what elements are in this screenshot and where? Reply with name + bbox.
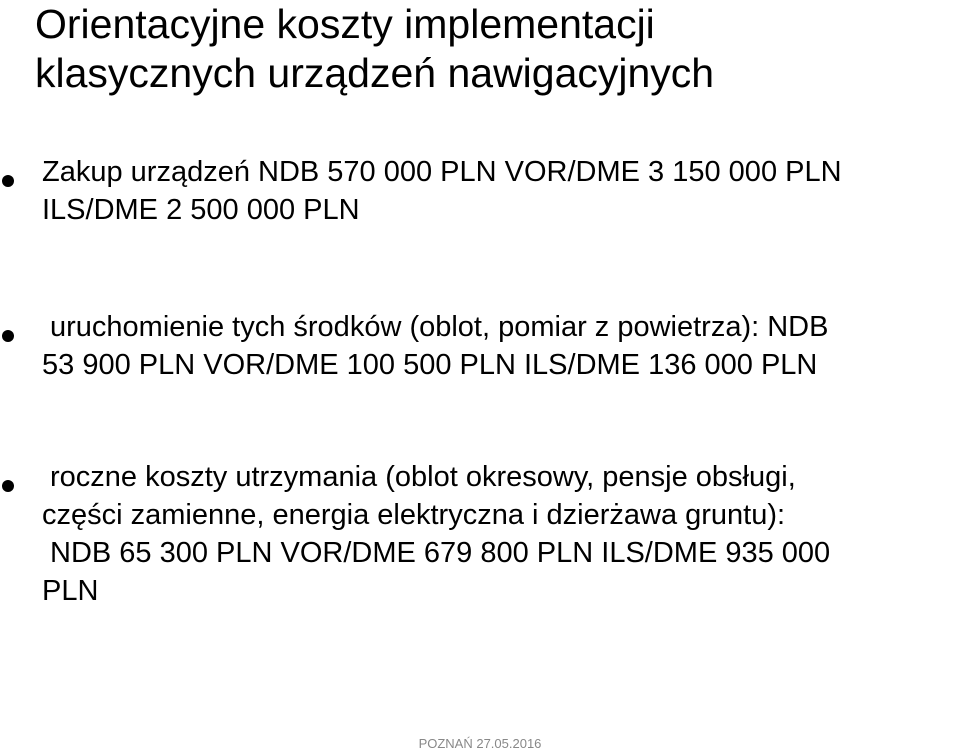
- title-line-1: Orientacyjne koszty implementacji: [35, 1, 655, 47]
- bullet-line: Zakup urządzeń NDB 570 000 PLN VOR/DME 3 150 000 PLN: [42, 156, 842, 188]
- bullet-line: roczne koszty utrzymania (oblot okresowy, pensje obsługi,: [50, 461, 796, 493]
- bullet-text: [42, 153, 947, 229]
- bullet-line: NDB 65 300 PLN VOR/DME 679 800 PLN ILS/DME 935 000: [50, 537, 831, 569]
- bullet-line: części zamienne, energia elektryczna i dzierżawa gruntu):: [42, 499, 786, 531]
- footer-date: POZNAŃ 27.05.2016: [418, 736, 542, 751]
- bullet-line: uruchomienie tych środków (oblot, pomiar z powietrza): NDB: [50, 311, 829, 343]
- slide-title: [35, 0, 935, 98]
- bullet-line: ILS/DME 2 500 000 PLN: [42, 194, 360, 226]
- bullet-text: [42, 308, 947, 384]
- bullet-line: PLN: [42, 575, 99, 607]
- bullet-dot-icon: [2, 175, 14, 187]
- bullet-dot-icon: [2, 480, 14, 492]
- bullet-dot-icon: [2, 330, 14, 342]
- bullet-text: [42, 458, 947, 610]
- title-line-2: klasycznych urządzeń nawigacyjnych: [35, 50, 715, 96]
- bullet-line: 53 900 PLN VOR/DME 100 500 PLN ILS/DME 136 000 PLN: [42, 349, 818, 381]
